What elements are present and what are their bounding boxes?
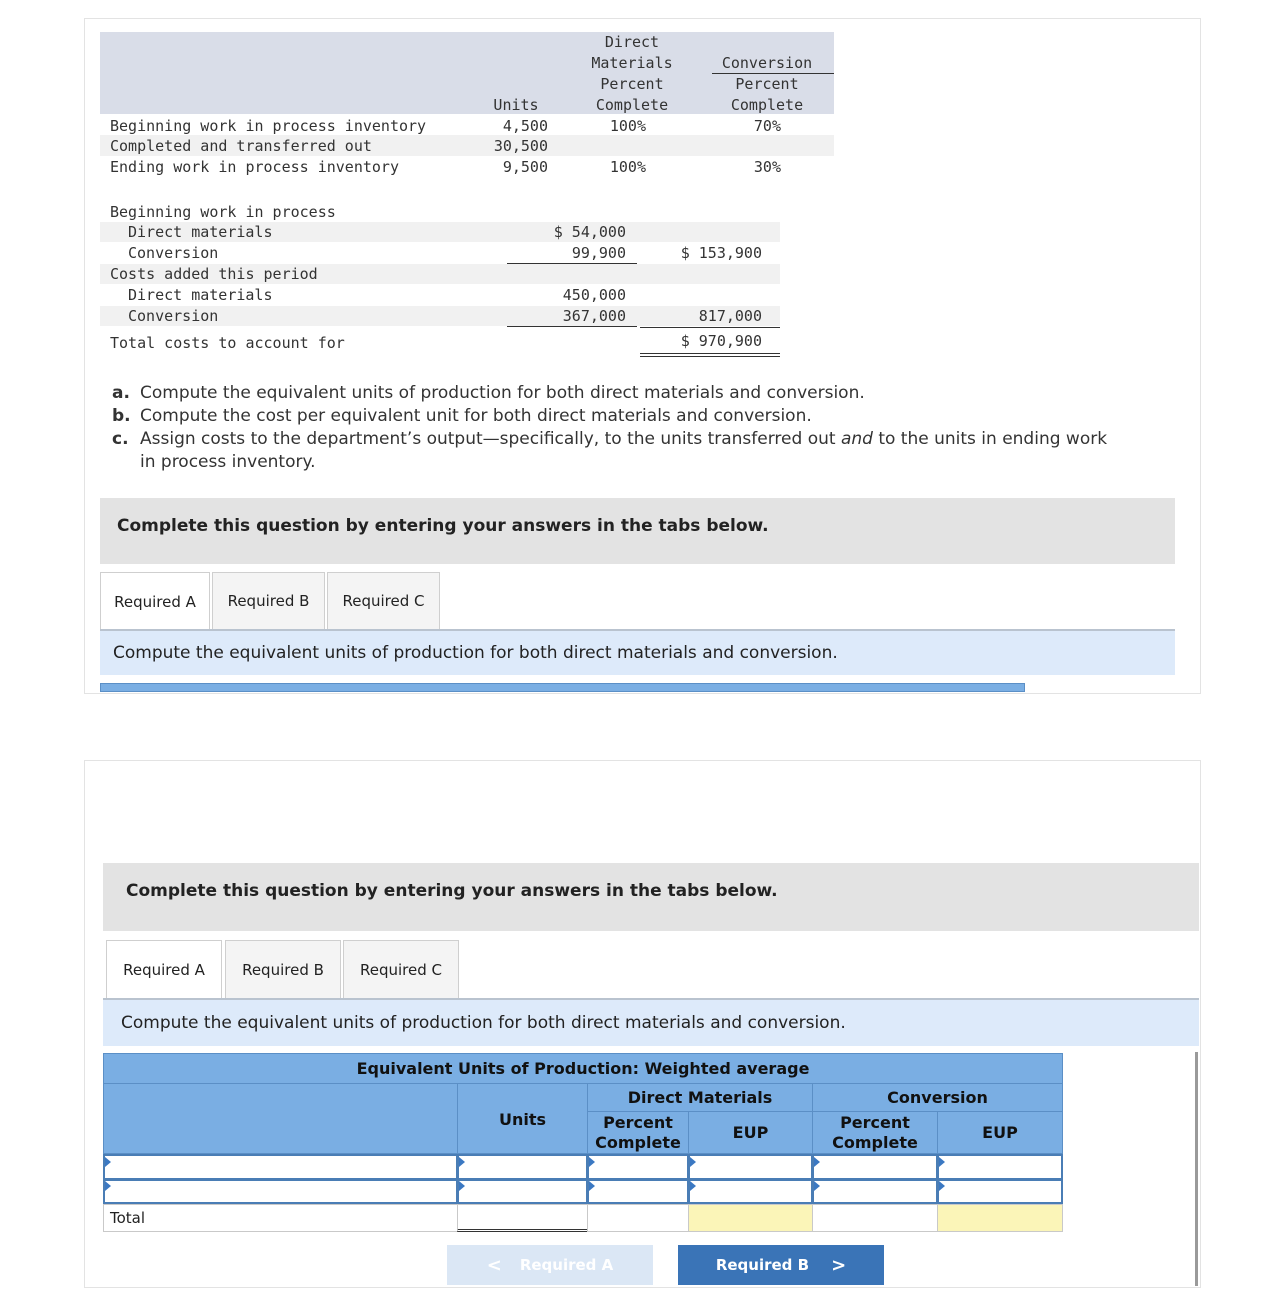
conv-col-header: Conversion [812, 1083, 1063, 1112]
added-total-value: 817,000 [698, 307, 762, 325]
conv-header-line1: Conversion [721, 54, 813, 72]
units-input[interactable] [457, 1179, 588, 1204]
conv-pct-input[interactable] [812, 1179, 938, 1204]
prev-button-label: Required A [519, 1256, 614, 1274]
dm-pct-header [587, 1111, 689, 1154]
conv-header-rule [712, 73, 834, 74]
units-header: Units [493, 96, 539, 114]
tab-required-b[interactable]: Required B [212, 572, 325, 630]
prev-required-a-button[interactable] [447, 1245, 653, 1285]
conv-pct-input[interactable] [812, 1154, 938, 1180]
dropdown-marker-icon [105, 1181, 111, 1191]
question-a: a. Compute the equivalent units of production for both direct materials and conversion. [112, 383, 865, 403]
dropdown-marker-icon [589, 1181, 595, 1191]
tab-required-c[interactable]: Required C [343, 940, 459, 999]
units-total [457, 1204, 588, 1232]
conv-eup-total [937, 1204, 1063, 1232]
dropdown-marker-icon [459, 1157, 465, 1167]
conv-pct-header-line1: Percent [840, 1112, 910, 1132]
scrollbar-track[interactable] [1195, 1052, 1198, 1286]
dropdown-marker-icon [814, 1181, 820, 1191]
dm-col-header: Direct Materials [587, 1083, 813, 1112]
added-conv-label: Conversion [128, 307, 219, 325]
bwip-label: Beginning work in process [110, 203, 336, 221]
tab-required-a[interactable]: Required A [100, 572, 210, 630]
row-label-input[interactable] [103, 1179, 458, 1204]
row-dm: 100% [609, 158, 646, 176]
bwip-subtotal-rule [507, 263, 637, 264]
units-input[interactable] [457, 1154, 588, 1180]
dm-header-line2: Materials [591, 54, 673, 72]
dm-pct-header-line2: Complete [595, 1132, 681, 1152]
next-required-b-button[interactable] [678, 1245, 884, 1285]
row-label: Beginning work in process inventory [110, 117, 427, 135]
chevron-right-icon: > [831, 1254, 847, 1276]
instructions-banner: Complete this question by entering your answers in the tabs below. [100, 498, 1175, 564]
row-label-input[interactable] [103, 1154, 458, 1180]
row-conv: 70% [753, 117, 781, 135]
total-label: Total [103, 1204, 458, 1232]
next-button-label: Required B [715, 1256, 810, 1274]
row-label: Ending work in process inventory [110, 158, 399, 176]
instructions-banner: Complete this question by entering your answers in the tabs below. [103, 863, 1199, 931]
dm-header-line3: Percent [600, 75, 664, 93]
dropdown-marker-icon [690, 1181, 696, 1191]
tab-required-b[interactable]: Required B [225, 940, 341, 999]
grand-total-double-rule [640, 356, 780, 357]
tab-instruction: Compute the equivalent units of production for both direct materials and conversion. [100, 629, 1175, 675]
tab-instruction: Compute the equivalent units of production for both direct materials and conversion. [103, 998, 1199, 1046]
dropdown-marker-icon [690, 1157, 696, 1167]
conv-pct-total [812, 1204, 938, 1232]
conv-eup-input[interactable] [937, 1154, 1063, 1180]
dropdown-marker-icon [939, 1181, 945, 1191]
dm-pct-input[interactable] [587, 1154, 689, 1180]
dm-eup-header: EUP [688, 1111, 813, 1154]
row-dm: 100% [609, 117, 646, 135]
row-units: 9,500 [502, 158, 548, 176]
bwip-conv-value: 99,900 [571, 244, 626, 262]
row-units: 30,500 [493, 137, 548, 155]
grand-total-rule [640, 327, 780, 328]
dropdown-marker-icon [814, 1157, 820, 1167]
added-dm-value: 450,000 [562, 286, 626, 304]
question-list [112, 382, 1122, 474]
dropdown-marker-icon [939, 1157, 945, 1167]
dropdown-marker-icon [459, 1181, 465, 1191]
dm-pct-input[interactable] [587, 1179, 689, 1204]
dm-pct-header-line1: Percent [603, 1112, 673, 1132]
chevron-left-icon: < [486, 1254, 502, 1276]
bwip-dm-value: $ 54,000 [553, 223, 626, 241]
conv-header-line3: Complete [730, 96, 804, 114]
total-costs-value: $ 970,900 [680, 332, 762, 350]
conv-eup-header: EUP [937, 1111, 1063, 1154]
added-dm-label: Direct materials [128, 286, 273, 304]
conv-pct-header-line2: Complete [832, 1132, 918, 1152]
dm-header-line1: Direct [604, 33, 660, 51]
dm-header-line4: Complete [595, 96, 669, 114]
dropdown-marker-icon [105, 1157, 111, 1167]
bwip-total-value: $ 153,900 [680, 244, 762, 262]
added-label: Costs added this period [110, 265, 318, 283]
table-title: Equivalent Units of Production: Weighted average [103, 1053, 1063, 1084]
tab-required-c[interactable]: Required C [327, 572, 440, 630]
row-label: Completed and transferred out [110, 137, 372, 155]
grand-total-double-rule [640, 353, 780, 354]
bwip-conv-label: Conversion [128, 244, 219, 262]
dm-eup-total [688, 1204, 813, 1232]
row-conv: 30% [753, 158, 781, 176]
added-subtotal-rule [507, 326, 637, 327]
table-header-clipped [100, 683, 1025, 692]
dm-eup-input[interactable] [688, 1179, 813, 1204]
total-costs-label: Total costs to account for [110, 334, 345, 352]
question-b: b. Compute the cost per equivalent unit for both direct materials and conversion. [112, 406, 812, 426]
conv-eup-input[interactable] [937, 1179, 1063, 1204]
added-conv-value: 367,000 [562, 307, 626, 325]
conv-pct-header [812, 1111, 938, 1154]
dropdown-marker-icon [589, 1157, 595, 1167]
row-units: 4,500 [502, 117, 548, 135]
question-c: c. Assign costs to the department’s output—specifically, to the units transferred out and to the units in ending work in process inventory. [112, 429, 1108, 472]
dm-pct-total [587, 1204, 689, 1232]
dm-eup-input[interactable] [688, 1154, 813, 1180]
bwip-dm-label: Direct materials [128, 223, 273, 241]
row-label-header [103, 1083, 458, 1154]
units-col-header: Units [457, 1083, 588, 1154]
tab-required-a[interactable]: Required A [106, 940, 222, 999]
conv-header-line2: Percent [735, 75, 799, 93]
